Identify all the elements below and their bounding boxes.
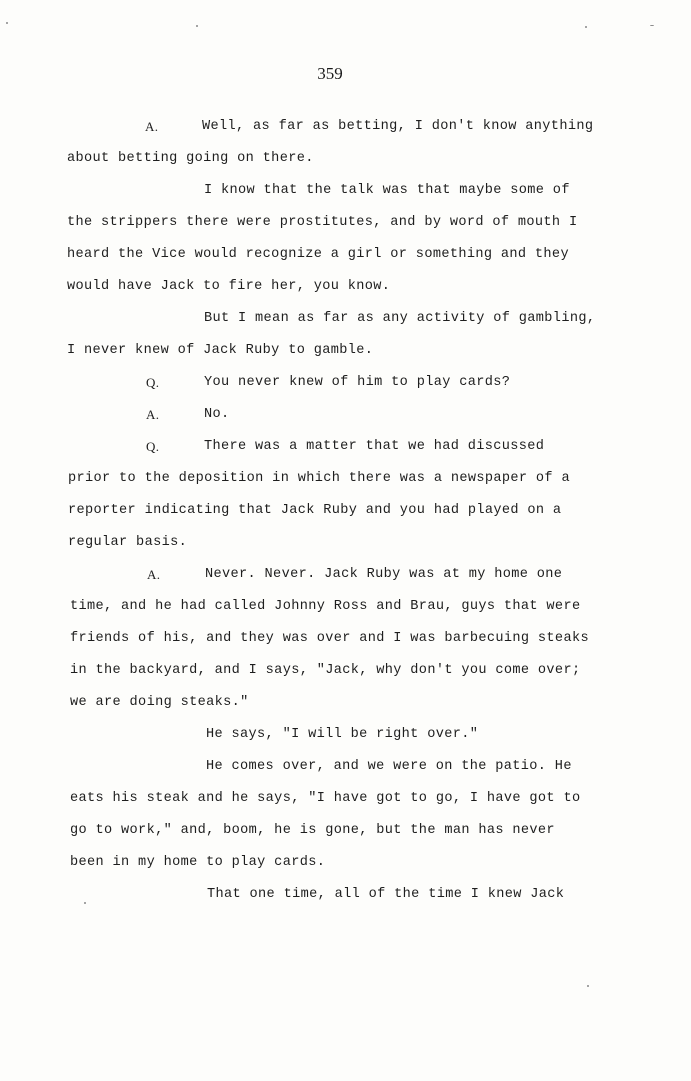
transcript-line [147, 567, 160, 584]
transcript-line: reporter indicating that Jack Ruby and you had played on a [68, 503, 562, 518]
scan-speck [6, 22, 8, 24]
transcript-line: He says, "I will be right over." [206, 727, 479, 742]
speaker-label: A. [146, 407, 160, 422]
speaker-label: A. [147, 567, 161, 582]
transcript-line: would have Jack to fire her, you know. [67, 279, 391, 294]
transcript-line: There was a matter that we had discussed [204, 439, 545, 454]
transcript-line: eats his steak and he says, "I have got to go, I have got to [70, 791, 581, 806]
transcript-line: we are doing steaks." [70, 695, 249, 710]
transcript-line: go to work," and, boom, he is gone, but the man has never [70, 823, 555, 838]
transcript-line: I never knew of Jack Ruby to gamble. [67, 343, 374, 358]
page-number: 359 [317, 64, 343, 83]
transcript-line: I know that the talk was that maybe some of [204, 183, 570, 198]
transcript-line [145, 119, 158, 136]
transcript-line [146, 407, 159, 424]
scan-speck [585, 26, 587, 28]
transcript-line: No. [204, 407, 230, 422]
transcript-line: the strippers there were prostitutes, and by word of mouth I [67, 215, 578, 230]
transcript-line: heard the Vice would recognize a girl or something and they [67, 247, 569, 262]
transcript-line: You never knew of him to play cards? [204, 375, 511, 390]
transcript-line: But I mean as far as any activity of gambling, [204, 311, 596, 326]
speaker-label: Q. [146, 375, 160, 390]
transcript-line: He comes over, and we were on the patio. He [206, 759, 572, 774]
transcript-line: been in my home to play cards. [70, 855, 326, 870]
scan-speck [84, 902, 86, 904]
speaker-label: Q. [146, 439, 160, 454]
scan-speck [196, 25, 198, 27]
transcript-line [146, 375, 159, 392]
transcript-line [146, 439, 159, 456]
scan-speck [650, 25, 654, 26]
transcript-line: Well, as far as betting, I don't know anything [202, 119, 594, 134]
transcript-line: about betting going on there. [67, 151, 314, 166]
transcript-line: prior to the deposition in which there was a newspaper of a [68, 471, 570, 486]
transcript-line: friends of his, and they was over and I was barbecuing steaks [70, 631, 589, 646]
scan-speck [587, 985, 589, 987]
transcript-line: in the backyard, and I says, "Jack, why don't you come over; [70, 663, 581, 678]
speaker-label: A. [145, 119, 159, 134]
transcript-line: That one time, all of the time I knew Jack [207, 887, 565, 902]
transcript-line: regular basis. [68, 535, 188, 550]
transcript-line: Never. Never. Jack Ruby was at my home one [205, 567, 563, 582]
transcript-line: time, and he had called Johnny Ross and Brau, guys that were [70, 599, 581, 614]
